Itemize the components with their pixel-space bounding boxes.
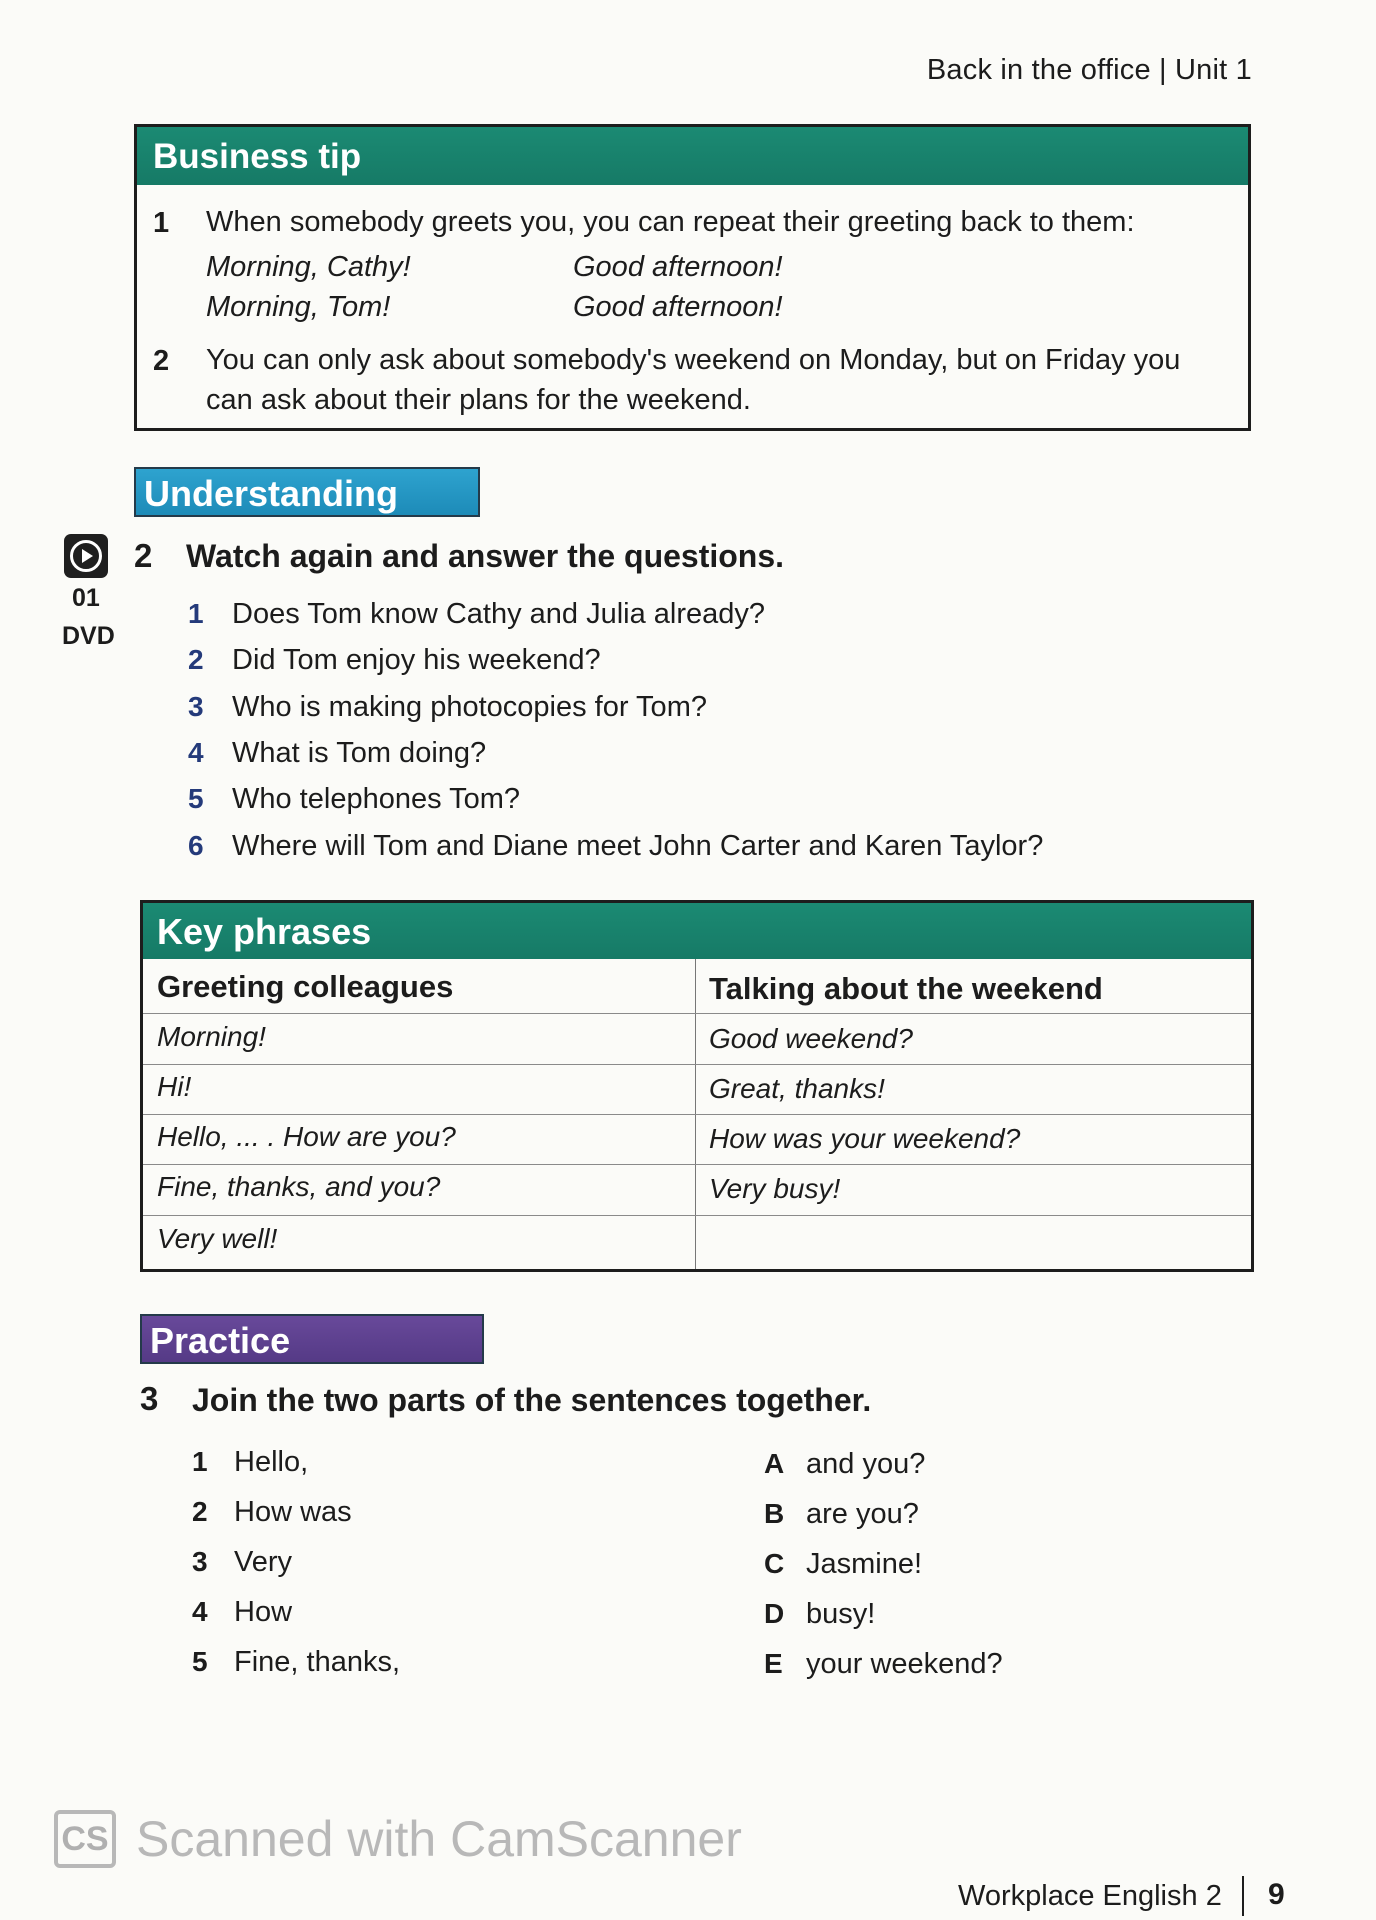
tip-example: Good afternoon!: [573, 291, 783, 323]
key-phrases-title: Key phrases: [157, 911, 372, 952]
tip-number: 2: [153, 345, 170, 377]
question-number: 3: [188, 691, 204, 722]
match-left-number: 2: [192, 1496, 208, 1527]
row-divider: [143, 1114, 1251, 1115]
match-left-number: 1: [192, 1446, 208, 1477]
exercise-number: 3: [140, 1380, 159, 1417]
row-divider: [143, 1064, 1251, 1065]
question-text: Who is making photocopies for Tom?: [232, 691, 707, 723]
match-left-text: Very: [234, 1546, 293, 1578]
row-divider: [143, 1164, 1251, 1165]
business-tip-bar: [137, 127, 1248, 185]
tip-example: Good afternoon!: [573, 251, 783, 283]
match-right-letter: A: [764, 1448, 785, 1479]
key-phrases-bar: [143, 903, 1251, 959]
exercise-title: Join the two parts of the sentences together.: [192, 1382, 872, 1418]
question-text: Where will Tom and Diane meet John Carter and Karen Taylor?: [232, 830, 1044, 862]
match-left-number: 3: [192, 1546, 208, 1577]
match-right-text: are you?: [806, 1498, 919, 1530]
match-right-letter: E: [764, 1648, 783, 1679]
match-right-text: busy!: [806, 1598, 876, 1630]
dvd-label: DVD: [62, 622, 115, 650]
key-phrases-table: [140, 900, 1254, 1272]
question-number: 2: [188, 644, 204, 675]
footer-book-title: Workplace English 2: [958, 1880, 1222, 1912]
question-number: 5: [188, 783, 204, 814]
understanding-header: Understanding: [134, 467, 480, 517]
match-left-text: How was: [234, 1496, 352, 1528]
question-text: Does Tom know Cathy and Julia already?: [232, 598, 766, 630]
column-header: Talking about the weekend: [709, 971, 1103, 1006]
tip-number: 1: [153, 207, 170, 239]
question-number: 1: [188, 598, 204, 629]
row-divider: [143, 1013, 1251, 1014]
match-right-letter: D: [764, 1598, 785, 1629]
row-divider: [143, 1215, 1251, 1216]
column-header: Greeting colleagues: [157, 969, 454, 1004]
match-left-text: How: [234, 1596, 293, 1628]
tip-text: You can only ask about somebody's weekend on Monday, but on Friday you: [206, 344, 1181, 376]
camscanner-watermark: Scanned with CamScanner: [136, 1811, 742, 1867]
table-cell: Hi!: [157, 1071, 192, 1102]
question-number: 4: [188, 737, 204, 768]
table-cell: Very well!: [157, 1223, 278, 1254]
table-cell: How was your weekend?: [709, 1123, 1021, 1154]
match-right-text: Jasmine!: [806, 1548, 923, 1580]
question-text: Who telephones Tom?: [232, 783, 521, 815]
footer-divider: [1242, 1876, 1244, 1916]
tip-text: can ask about their plans for the weekend.: [206, 384, 751, 416]
exercise-title: Watch again and answer the questions.: [186, 538, 785, 574]
table-cell: Good weekend?: [709, 1023, 913, 1054]
match-right-letter: C: [764, 1548, 785, 1579]
match-left-number: 4: [192, 1596, 208, 1627]
exercise-number: 2: [134, 537, 153, 574]
match-right-text: your weekend?: [806, 1648, 1003, 1680]
match-left-text: Fine, thanks,: [234, 1646, 401, 1678]
question-text: Did Tom enjoy his weekend?: [232, 644, 601, 676]
page-number: 9: [1268, 1878, 1285, 1911]
table-cell: Morning!: [157, 1021, 266, 1052]
camscanner-logo: CS: [54, 1810, 116, 1868]
practice-header: Practice: [140, 1314, 484, 1364]
question-number: 6: [188, 830, 204, 861]
table-cell: Hello, ... . How are you?: [157, 1121, 456, 1152]
match-right-text: and you?: [806, 1448, 926, 1480]
table-cell: Great, thanks!: [709, 1073, 885, 1104]
tip-example: Morning, Tom!: [206, 291, 391, 323]
match-right-letter: B: [764, 1498, 785, 1529]
running-header: Back in the office | Unit 1: [926, 54, 1252, 86]
table-cell: Fine, thanks, and you?: [157, 1171, 441, 1202]
business-tip-title: Business tip: [153, 137, 362, 176]
dvd-track-number: 01: [72, 584, 100, 612]
tip-example: Morning, Cathy!: [206, 251, 411, 283]
play-circle-icon[interactable]: [64, 534, 108, 578]
business-tip-box: [134, 124, 1251, 431]
table-cell: Very busy!: [709, 1173, 841, 1204]
question-text: What is Tom doing?: [232, 737, 487, 769]
match-left-number: 5: [192, 1646, 208, 1677]
match-left-text: Hello,: [234, 1446, 309, 1478]
tip-text: When somebody greets you, you can repeat their greeting back to them:: [206, 206, 1135, 238]
